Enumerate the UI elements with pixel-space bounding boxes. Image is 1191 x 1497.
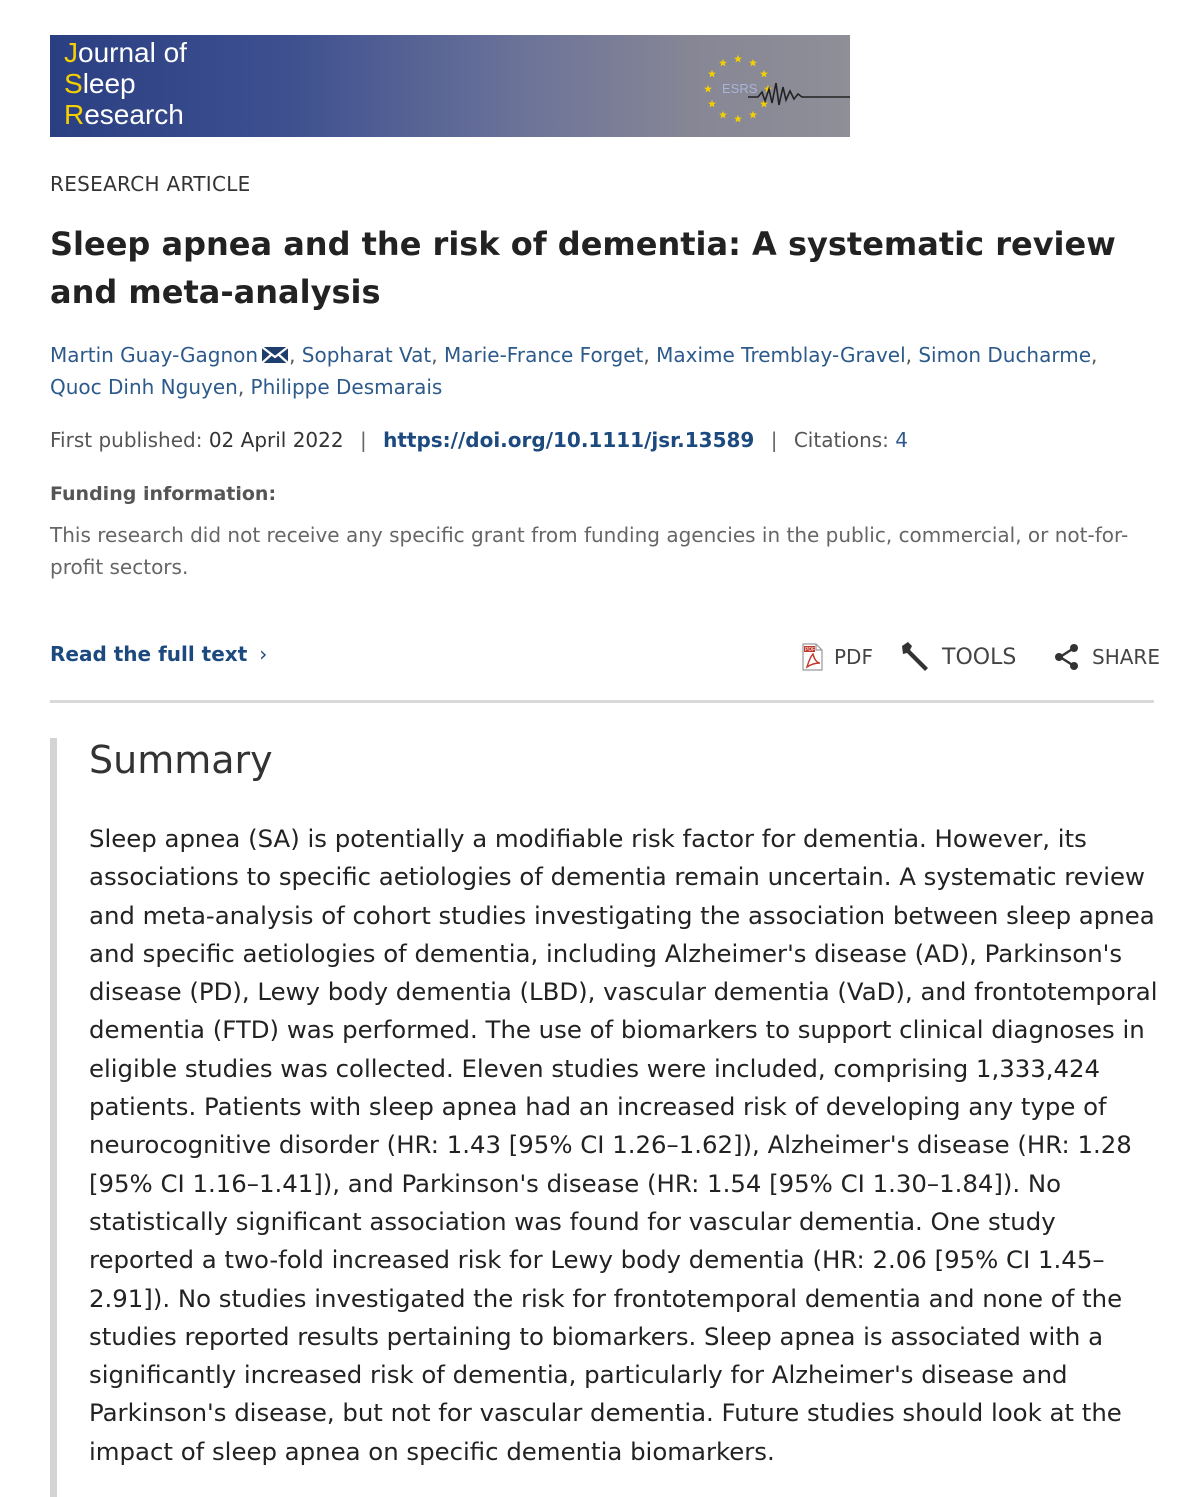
citations-label: Citations: <box>793 428 889 452</box>
logo-star <box>760 100 768 108</box>
author-separator: , <box>643 343 650 367</box>
author-separator: , <box>431 343 438 367</box>
pipe-separator: | <box>359 428 367 452</box>
author-separator: , <box>289 343 296 367</box>
published-label: First published: <box>50 428 203 452</box>
pdf-label: PDF <box>834 645 873 669</box>
summary-text: Sleep apnea (SA) is potentially a modifiable risk factor for dementia. However, its associations to specific aetiologies of dementia remain uncertain. A systematic review and meta-analysis of cohort studies investigating the association between sleep apnea and specific aetiologies of dementia, including Alzheimer's disease (AD), Parkinson's disease (PD), Lewy body dementia (LBD), vascular dementia (VaD), and frontotemporal dementia (FTD) was performed. The use of biomarkers to support clinical diagnoses in eligible studies was collected. Eleven studies were included, comprising 1,333,424 patients. Patients with sleep apnea had an increased risk of developing any type of neurocognitive disorder (HR: 1.43 [95% CI 1.26–1.62]), Alzheimer's disease (HR: 1.28 [95% CI 1.16–1.41]), and Parkinson's disease (HR: 1.54 [95% CI 1.30–1.84]). No statistically significant association was found for vascular dementia. One study reported a two-fold increased risk for Lewy body dementia (HR: 2.06 [95% CI 1.45–2.91]). No studies investigated the risk for frontotemporal dementia and none of the studies reported results pertaining to biomarkers. Sleep apnea is associated with a significantly increased risk of dementia, particularly for Alzheimer's disease and Parkinson's disease, but not for vascular dementia. Future studies should look at the impact of sleep apnea on specific dementia biomarkers. <box>89 824 1158 1466</box>
journal-banner[interactable] <box>50 35 850 137</box>
journal-title-line-3: Research <box>64 99 184 130</box>
author-list <box>50 339 1160 403</box>
wrench-icon <box>898 640 932 674</box>
pdf-button[interactable] <box>800 640 873 674</box>
logo-star <box>708 100 716 108</box>
logo-star <box>734 55 742 63</box>
author-link[interactable]: Marie-France Forget <box>443 343 644 367</box>
author-link[interactable]: Quoc Dinh Nguyen <box>50 375 238 399</box>
tools-button[interactable] <box>898 640 1016 674</box>
logo-star <box>734 115 742 123</box>
funding-text: This research did not receive any specific grant from funding agencies in the public, commercial, or not-for-profit sectors. <box>50 523 1129 579</box>
published-date: 02 April 2022 <box>208 428 344 452</box>
esrs-logo-text: ESRS <box>722 81 758 96</box>
logo-star <box>719 111 727 119</box>
author-link[interactable]: Sopharat Vat <box>301 343 432 367</box>
email-icon[interactable] <box>261 345 289 365</box>
tools-label: TOOLS <box>942 644 1017 670</box>
journal-title <box>64 37 187 130</box>
share-icon <box>1052 642 1082 672</box>
logo-star <box>719 59 727 67</box>
logo-star <box>749 59 757 67</box>
logo-star <box>749 111 757 119</box>
pipe-separator: | <box>770 428 778 452</box>
article-title: Sleep apnea and the risk of dementia: A systematic review and meta-analysis <box>50 225 1116 311</box>
read-full-text-label: Read the full text <box>50 642 248 666</box>
author-link[interactable]: Martin Guay-Gagnon <box>50 343 259 367</box>
author-separator: , <box>905 343 912 367</box>
author-link[interactable]: Simon Ducharme <box>918 343 1092 367</box>
logo-star <box>704 85 712 93</box>
section-divider <box>50 700 1154 703</box>
author-link[interactable]: Maxime Tremblay-Gravel <box>656 343 906 367</box>
summary-accent-bar <box>50 738 57 1497</box>
logo-star <box>760 70 768 78</box>
logo-star <box>708 70 716 78</box>
citations-count[interactable]: 4 <box>895 428 909 452</box>
pdf-icon-text: PDF <box>805 647 815 653</box>
read-full-text-link[interactable] <box>50 642 267 666</box>
author-separator: , <box>1091 343 1098 367</box>
share-button[interactable] <box>1052 640 1160 674</box>
pdf-icon <box>800 643 824 671</box>
doi-link[interactable]: https://doi.org/10.1111/jsr.13589 <box>383 428 755 452</box>
author-separator: , <box>237 375 245 399</box>
journal-title-line-2: Sleep <box>64 68 136 99</box>
funding-heading: Funding information: <box>50 483 277 505</box>
author-link[interactable]: Philippe Desmarais <box>250 375 443 399</box>
esrs-logo <box>670 45 850 125</box>
article-type: RESEARCH ARTICLE <box>50 172 251 196</box>
summary-heading: Summary <box>89 738 273 782</box>
publication-info <box>50 428 1160 452</box>
share-label: SHARE <box>1092 645 1160 669</box>
chevron-right-icon: › <box>259 642 268 666</box>
journal-title-line-1: Journal of <box>64 37 187 68</box>
